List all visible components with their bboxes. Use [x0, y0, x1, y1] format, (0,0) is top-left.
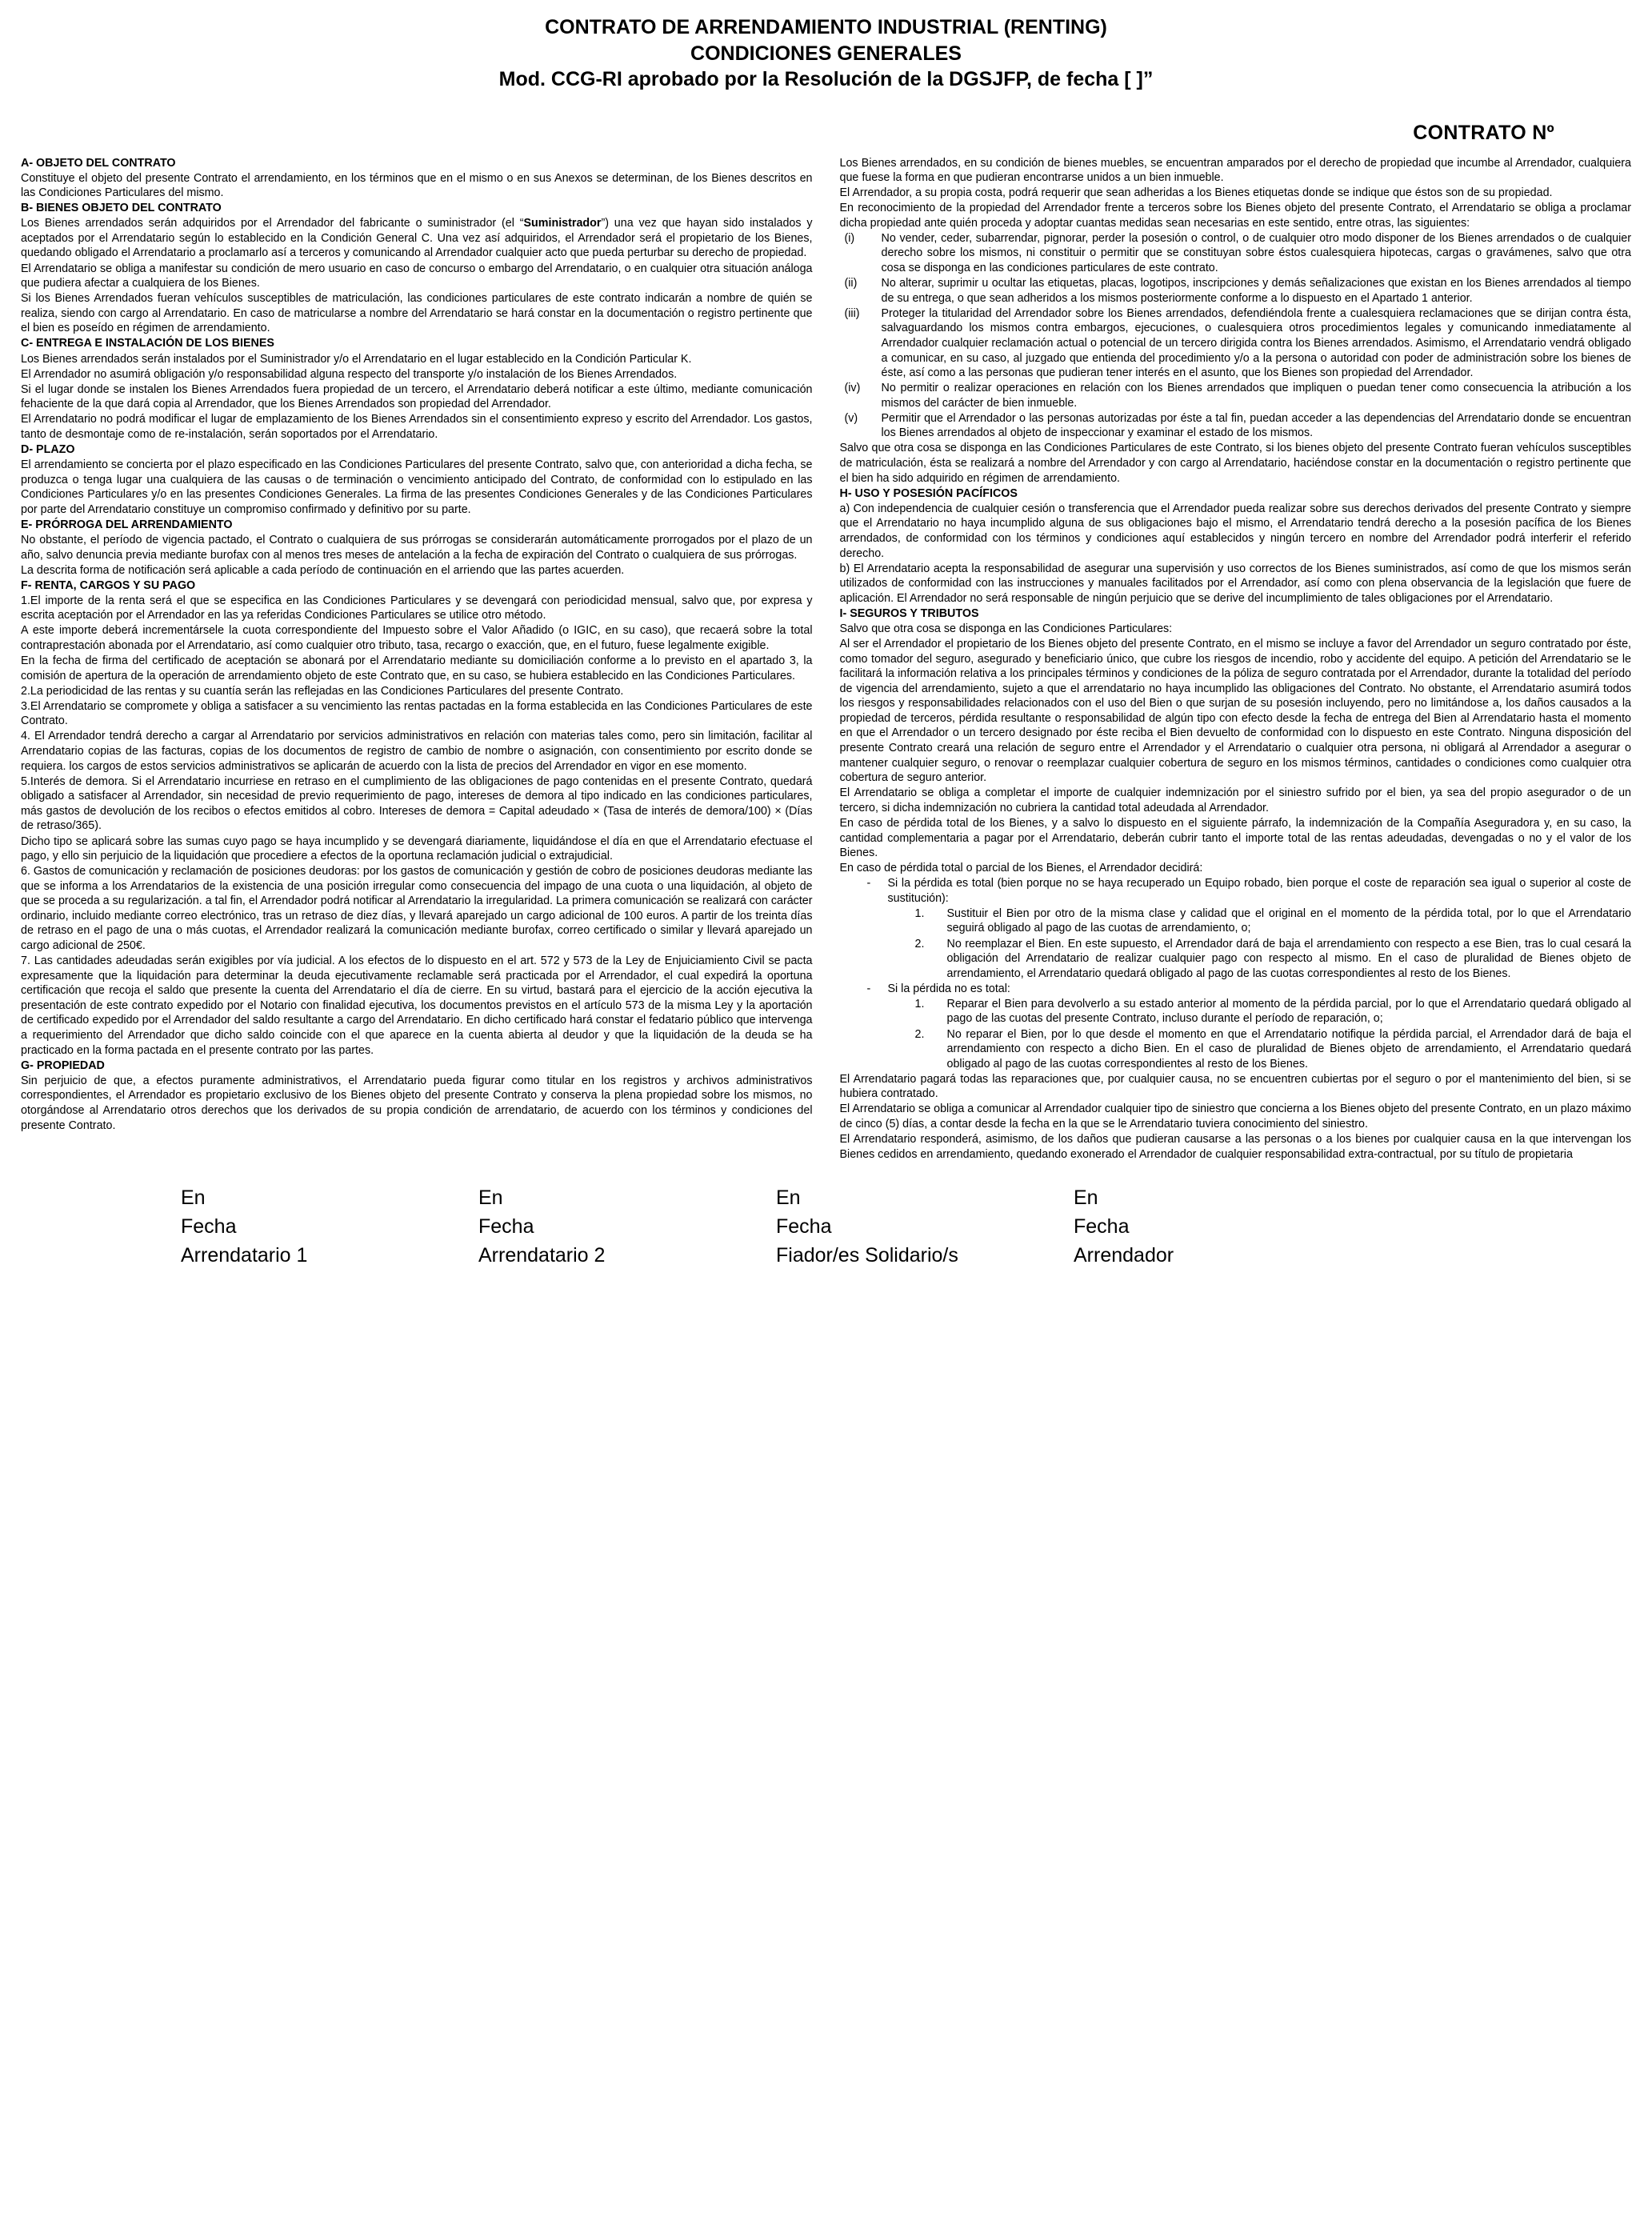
- signature-footer: [21, 1183, 1631, 1271]
- section-f-paragraph-4: 2.La periodicidad de las rentas y su cuantía serán las reflejadas en las Condiciones Particulares del presente Contrato.: [21, 684, 624, 698]
- signature-date-label: Fecha: [478, 1215, 534, 1238]
- section-f-paragraph-2: A este importe deberá incrementársele la cuota correspondiente del Impuesto sobre el Valor Añadido (o IGIC, en su caso), que recaerá sobre la total contraprestación abonada por el Arrendatario, así como cualquier otro tributo, tasa, recargo o exacción, que, en el futuro, fuese legalmente exigible.: [21, 624, 813, 652]
- numbered-marker: 2.: [914, 1027, 925, 1041]
- sublist-marker: -: [866, 982, 871, 995]
- signature-place-label: En: [478, 1186, 503, 1209]
- list-item-text: No alterar, suprimir u ocultar las etiquetas, placas, logotipos, inscripciones y demás señalizaciones que existan en los Bienes arrendados al tiempo de su entrega, o que sean adheridos a los mismos posteriormente conforme a lo dispuesto en el Apartado 1 anterior.: [881, 277, 1631, 305]
- signature-place-label: En: [1074, 1186, 1098, 1209]
- signature-block-guarantors: [776, 1183, 1074, 1271]
- numbered-marker: 2.: [914, 937, 925, 950]
- list-item: [840, 276, 1632, 306]
- signature-role-label: Fiador/es Solidario/s: [776, 1244, 958, 1267]
- section-c-paragraph-2: El Arrendador no asumirá obligación y/o responsabilidad alguna respecto del transporte y/o instalación de los Bienes Arrendados.: [21, 367, 678, 381]
- list-item-text: No vender, ceder, subarrendar, pignorar, perder la posesión o control, o de cualquier otro modo disponer de los Bienes arrendados o de cualquier derecho sobre los mismos, ni constituir o permitir que se constituyan sobre éstos cualesquiera hipotecas, cargas o gravámenes, salvo que otra cosa se disponga en las condiciones particulares de este contrato.: [881, 231, 1631, 275]
- numbered-item: [840, 1027, 1632, 1072]
- sublist-text: Si la pérdida no es total:: [887, 982, 1010, 995]
- section-e-title: E- PRÓRROGA DEL ARRENDAMIENTO: [21, 518, 233, 531]
- header-line-3: Mod. CCG-RI aprobado por la Resolución de la DGSJFP, de fecha [ ]”: [498, 68, 1154, 90]
- section-h-title: H- USO Y POSESIÓN PACÍFICOS: [839, 486, 1018, 500]
- section-b-paragraph-3: Si los Bienes Arrendados fueran vehículos susceptibles de matriculación, las condiciones particulares de este contrato indicarán a nombre de quién se realiza, siendo con cargo al Arrendatario. En caso de matricularse a nombre del Arrendatario se hará constar en la documentación o registro pertinente que el bien es poseído en régimen de arrendamiento.: [21, 292, 813, 335]
- signature-role-label: Arrendador: [1074, 1244, 1174, 1267]
- section-f-paragraph-6: 4. El Arrendador tendrá derecho a cargar al Arrendatario por servicios administrativos en relación con materias tales como, pero sin limitación, facilitar al Arrendatario copias de las facturas, copias de los documentos de registro de cambio de nombre o asignación, con consentimiento por escrito donde se requiera. los cargos de estos servicios administrativos se aplicarán de acuerdo con la lista de precios del Arrendador en vigor en ese momento.: [21, 730, 813, 773]
- right-paragraph-3: En reconocimiento de la propiedad del Arrendador frente a terceros sobre los Bienes objeto del presente Contrato, el Arrendatario se obliga a proclamar dicha propiedad ante quién proceda y adoptar cuantas medidas sean necesarias en este sentido, entre otras, las siguientes:: [839, 202, 1631, 230]
- numbered-text: No reparar el Bien, por lo que desde el momento en que el Arrendatario notifique la pérdida parcial, el Arrendador dará de baja el arrendamiento con respecto a dicho Bien. En el caso de pluralidad de Bienes objeto de arrendamiento, el Arrendatario quedará obligado al pago de las cuotas correspondientes al resto de los Bienes.: [946, 1027, 1631, 1070]
- section-f-paragraph-1: 1.El importe de la renta será el que se especifica en las Condiciones Particulares y se devengará con periodicidad mensual, salvo que, por expresa y escrita aceptación por el Arrendador en las ya referidas Condiciones Particulares se utilice otro método.: [21, 594, 813, 622]
- section-i-title: I- SEGUROS Y TRIBUTOS: [839, 606, 979, 620]
- section-d-title: D- PLAZO: [21, 442, 75, 456]
- signature-date-label: Fecha: [776, 1215, 832, 1238]
- right-paragraph-7: El Arrendatario responderá, asimismo, de los daños que pudieran causarse a las personas o a los bienes por cualquier causa en la que intervengan los Bienes cedidos en arrendamiento, quedando exonerado el Arrendador de cualquier responsabilidad extra-contractual, por su título de propietaria: [839, 1133, 1631, 1161]
- list-item: [840, 381, 1632, 410]
- section-h-paragraph-a: a) Con independencia de cualquier cesión o transferencia que el Arrendador pueda realizar sobre sus derechos derivados del presente Contrato y siempre que el Arrendatario no haya incumplido alguna de sus obligaciones bajo el mismo, el Arrendatario tendrá derecho a la posesión pacífica de los Bienes arrendados, de conformidad con los términos y condiciones aquí establecidos y ningún tercero en nombre del Arrendador podrá interferir el referido derecho.: [839, 502, 1631, 560]
- sublist-marker: -: [866, 877, 871, 890]
- list-item-marker: (iv): [844, 382, 861, 395]
- list-item-text: No permitir o realizar operaciones en relación con los Bienes arrendados que impliquen o puedan tener como consecuencia la atribución a los mismos del carácter de bien inmueble.: [881, 382, 1631, 410]
- sublist-item-total-loss: [840, 876, 1632, 906]
- numbered-marker: 1.: [914, 906, 925, 920]
- header-line-1: CONTRATO DE ARRENDAMIENTO INDUSTRIAL (RENTING): [545, 16, 1107, 38]
- document-header: [21, 14, 1631, 93]
- header-line-2: CONDICIONES GENERALES: [690, 42, 962, 65]
- signature-block-tenant-1: [181, 1183, 478, 1271]
- signature-block-lessor: [1074, 1183, 1371, 1271]
- numbered-item: [840, 906, 1632, 936]
- section-b-paragraph-2: El Arrendatario se obliga a manifestar su condición de mero usuario en caso de concurso o embargo del Arrendatario, o en cualquier otra situación análoga que pudiera afectar a cualquiera de los Bienes.: [21, 262, 813, 290]
- sublist-text: Si la pérdida es total (bien porque no se haya recuperado un Equipo robado, bien porque el coste de reparación sea igual o superior al coste de sustitución):: [887, 877, 1631, 905]
- section-c-title: C- ENTREGA E INSTALACIÓN DE LOS BIENES: [21, 337, 274, 350]
- section-e-paragraph-1: No obstante, el período de vigencia pactado, el Contrato o cualquiera de sus prórrogas se considerarán automáticamente prorrogados por el plazo de un año, salvo denuncia previa mediante burofax con al menos tres meses de antelación a la fecha de expiración del Contrato o cualquiera de sus prórrogas.: [21, 533, 813, 562]
- signature-date-label: Fecha: [1074, 1215, 1130, 1238]
- list-item-text: Proteger la titularidad del Arrendador sobre los Bienes arrendados, defendiéndola frente a cualesquiera reclamaciones que se dirijan contra ésta, salvaguardando los mismos contra embargos, ejecuciones, o cualesquiera otros procedimientos legales y comunicando inmediatamente al Arrendador cualquier reclamación actual o potencial de un tercero dirigida contra los Bienes arrendados. Asimismo, el Arrendatario vendrá obligado a comunicar, en su caso, al juzgado que entienda del procedimiento y/o a la persona o autoridad con poder de administración sobre los bienes de éste, así como a las personas que pudieran tener interés en el asunto, que los Bienes son propiedad del Arrendador.: [881, 306, 1631, 380]
- numbered-text: Reparar el Bien para devolverlo a su estado anterior al momento de la pérdida parcial, por lo que el Arrendatario quedará obligado al pago de las cuotas del presente Contrato, incluso durante el período de reparación, o;: [946, 997, 1631, 1026]
- section-c-paragraph-3: Si el lugar donde se instalen los Bienes Arrendados fuera propiedad de un tercero, el Arrendatario deberá notificar a este último, mediante comunicación fehaciente de la que dará copia al Arrendador, que los Bienes Arrendados son propiedad del Arrendador.: [21, 382, 813, 411]
- right-paragraph-2: El Arrendador, a su propia costa, podrá requerir que sean adheridas a los Bienes etiquetas donde se indique que éstos son de su propiedad.: [839, 186, 1553, 200]
- list-item-marker: (iii): [844, 306, 860, 320]
- section-i-paragraph-4: En caso de pérdida total o parcial de los Bienes, el Arrendador decidirá:: [839, 862, 1203, 875]
- section-d-paragraph-1: El arrendamiento se concierta por el plazo especificado en las Condiciones Particulares del presente Contrato, salvo que, con anterioridad a dicha fecha, se produzca o tenga lugar una cualquiera de las causas o de terminación o vencimiento anticipado del Contrato, de conformidad con lo estipulado en las Condiciones Particulares y/o en las presentes Condiciones Generales. La firma de las presentes Condiciones Generales y de las Condiciones Particulares por parte del Arrendatario constituye un compromiso confirmado y definitivo por su parte.: [21, 458, 813, 516]
- left-column: [21, 156, 813, 1134]
- signature-role-label: Arrendatario 1: [181, 1244, 308, 1267]
- section-a-title: A- OBJETO DEL CONTRATO: [21, 156, 176, 170]
- section-f-paragraph-8: Dicho tipo se aplicará sobre las sumas cuyo pago se haya incumplido y se devengará diariamente, liquidándose el día en que el Arrendatario efectuase el pago, y ello sin perjuicio de la liquidación que procediere a efectos de la oportuna reclamación judicial o extrajudicial.: [21, 834, 813, 863]
- list-item: [840, 306, 1632, 381]
- section-i-paragraph-0: Salvo que otra cosa se disponga en las Condiciones Particulares:: [839, 622, 1173, 635]
- numbered-item: [840, 997, 1632, 1026]
- signature-place-label: En: [776, 1186, 801, 1209]
- section-g-title: G- PROPIEDAD: [21, 1058, 105, 1072]
- list-item-marker: (v): [844, 411, 858, 425]
- section-c-paragraph-1: Los Bienes arrendados serán instalados por el Suministrador y/o el Arrendatario en el lugar establecido en la Condición Particular K.: [21, 352, 692, 366]
- section-f-paragraph-9: 6. Gastos de comunicación y reclamación de posiciones deudoras: por los gastos de comunicación y gestión de cobro de posiciones deudoras mediante las que se informa a los Arrendatarios de la existencia de una posición irregular como consecuencia del impago de una cuota o una liquidación, al objeto de que se proceda a su regularización. a tal fin, el Arrendador podrá notificar al Arrendatario la irregularidad. La primera comunicación se realizará con carácter ordinario, incluido mediante correo electrónico, tras un retraso de diez días, y llevará aparejado un cargo adicional de 100 euros. A partir de los treinta días de retraso en el pago de una o más cuotas, el Arrendador realizará la comunicación mediante burofax, correo certificado o similar y llevará aparejado un cargo adicional de 250€.: [21, 865, 813, 953]
- section-h-paragraph-b: b) El Arrendatario acepta la responsabilidad de asegurar una supervisión y uso correctos de los Bienes suministrados, así como de que los mismos serán utilizados de conformidad con las instrucciones y manuales facilitados por el Arrendador, así como con plena observancia de la legislación que fuere de aplicación. El Arrendador no será responsable de ningún perjuicio que se derive del incumplimiento de tales obligaciones por el Arrendatario.: [839, 562, 1631, 605]
- section-f-paragraph-10: 7. Las cantidades adeudadas serán exigibles por vía judicial. A los efectos de lo dispuesto en el art. 572 y 573 de la Ley de Enjuiciamiento Civil se pacta expresamente que la liquidación para determinar la deuda ejecutivamente reclamable será practicada por el Arrendador, el cual expedirá la oportuna certificación que recoja el saldo que presente la cuenta del Arrendatario el día de cierre. En su virtud, bastará para el ejercicio de la acción ejecutiva la presentación de este contrato expedido por el Notario con finalidad ejecutiva, los documentos previstos en el artículo 573 de la misma Ley y la aportación de certificado expedido por el Arrendador del saldo resultante a cargo del Arrendatario. En dicho certificado hará constar el fedatario público que intervenga a requerimiento del Arrendador que dicho saldo coincide con el que aparece en la cuenta abierta al deudor y que la liquidación de la deuda se ha practicado en la forma pactada en el presente contrato por las partes.: [21, 954, 813, 1057]
- list-item: [840, 231, 1632, 276]
- right-paragraph-1: Los Bienes arrendados, en su condición de bienes muebles, se encuentran amparados por el derecho de propiedad que incumbe al Arrendador, cualquiera que fuese la forma en que pudieran encontrarse unidos a un bien inmueble.: [839, 156, 1631, 185]
- right-paragraph-6: El Arrendatario se obliga a comunicar al Arrendador cualquier tipo de siniestro que concierna a los Bienes objeto del presente Contrato, en un plazo máximo de cinco (5) días, a contar desde la fecha en la que se le Arrendatario tuviera conocimiento del siniestro.: [839, 1102, 1631, 1131]
- section-g-paragraph-1: Sin perjuicio de que, a efectos puramente administrativos, el Arrendatario pueda figurar como titular en los registros y archivos administrativos correspondientes, el Arrendador es propietario exclusivo de los Bienes objeto del presente Contrato y conserva la plena propiedad sobre los mismos, no otorgándose al Arrendatario otros derechos que los derivados de su propia condición de arrendatario, de acuerdo con los términos y condiciones del presente Contrato.: [21, 1074, 813, 1132]
- sublist-item-partial-loss: [840, 982, 1632, 997]
- section-b-paragraph-1: [21, 216, 813, 261]
- section-f-paragraph-3: En la fecha de firma del certificado de aceptación se abonará por el Arrendatario mediante su domiciliación conforme a lo previsto en el apartado 3, la comisión de apertura de la operación de arrendamiento objeto de este Contrato que, en su caso, se hubiera establecido en las Condiciones Particulares.: [21, 654, 813, 682]
- right-paragraph-4: Salvo que otra cosa se disponga en las Condiciones Particulares de este Contrato, si los bienes objeto del presente Contrato fueran vehículos susceptibles de matriculación, ésta se realizará a nombre del Arrendador y con cargo al Arrendatario, haciéndose constar en la documentación o registro pertinente que el bien ha sido adquirido en régimen de arrendamiento.: [839, 442, 1631, 485]
- section-c-paragraph-4: El Arrendatario no podrá modificar el lugar de emplazamiento de los Bienes Arrendados sin el consentimiento expreso y escrito del Arrendador. Los gastos, tanto de desmontaje como de re-instalación, serán soportados por el Arrendatario.: [21, 413, 813, 441]
- section-f-title: F- RENTA, CARGOS Y SU PAGO: [21, 578, 196, 592]
- contract-number-label: CONTRATO Nº: [1413, 121, 1554, 144]
- right-column: [840, 156, 1632, 1163]
- list-item-text: Permitir que el Arrendador o las personas autorizadas por éste a tal fin, puedan acceder a las dependencias del Arrendatario donde se encuentran los Bienes arrendados al objeto de inspeccionar y examinar el estado de los mismos.: [881, 411, 1631, 440]
- numbered-text: Sustituir el Bien por otro de la misma clase y calidad que el original en el momento de la pérdida total, por lo que el Arrendatario seguirá obligado al pago de las cuotas de arrendamiento, o;: [946, 906, 1631, 935]
- numbered-item: [840, 937, 1632, 982]
- signature-block-tenant-2: [478, 1183, 776, 1271]
- signature-role-label: Arrendatario 2: [478, 1244, 606, 1267]
- section-b-text-c: ”) una vez que hayan sido instalados y aceptados por el Arrendatario según lo establecido en la Condición General C. Una vez así adquiridos, el Arrendador será el propietario de los Bienes, quedando obligado el Arrendatario a proclamarlo así a terceros y comunicando al Arrendador cualquier acto que pueda perturbar su derecho de propiedad.: [21, 217, 813, 260]
- signature-date-label: Fecha: [181, 1215, 237, 1238]
- list-item-marker: (i): [844, 231, 855, 245]
- section-i-paragraph-3: En caso de pérdida total de los Bienes, y a salvo lo dispuesto en el siguiente párrafo, la indemnización de la Compañía Aseguradora y, en su caso, la cantidad complementaria a pagar por el Arrendatario, deberán cubrir tanto el importe total de las rentas adeudadas, devengadas o no y el valor de los Bienes.: [839, 816, 1631, 860]
- section-f-paragraph-5: 3.El Arrendatario se compromete y obliga a satisfacer a su vencimiento las rentas pactadas en la forma establecida en las Condiciones Particulares de este Contrato.: [21, 699, 813, 728]
- section-i-paragraph-2: El Arrendatario se obliga a completar el importe de cualquier indemnización por el siniestro sufrido por el bien, ya sea del propio asegurador o de un tercero, si dicha indemnización no cubriera la cantidad total adeudada al Arrendador.: [839, 786, 1631, 814]
- section-b-text-supplier: Suministrador: [523, 217, 602, 230]
- section-b-text-a: Los Bienes arrendados serán adquiridos por el Arrendador del fabricante o suministrador (el “: [21, 217, 524, 230]
- numbered-text: No reemplazar el Bien. En este supuesto, el Arrendador dará de baja el arrendamiento con respecto a ese Bien, tras lo cual cesará la obligación del Arrendatario de realizar cualquier pago con respecto al mismo. En el caso de pluralidad de Bienes objeto de arrendamiento, el Arrendatario quedará obligado al pago de las cuotas correspondientes al resto de los Bienes.: [946, 937, 1631, 980]
- right-paragraph-5: El Arrendatario pagará todas las reparaciones que, por cualquier causa, no se encuentren cubiertas por el seguro o por el mantenimiento del bien, si se hubiera contratado.: [839, 1072, 1631, 1101]
- section-b-title: B- BIENES OBJETO DEL CONTRATO: [21, 202, 222, 215]
- numbered-marker: 1.: [914, 997, 925, 1010]
- signature-place-label: En: [181, 1186, 206, 1209]
- list-item: [840, 411, 1632, 441]
- section-i-paragraph-1: Al ser el Arrendador el propietario de los Bienes objeto del presente Contrato, en el mismo se incluye a favor del Arrendador un seguro contratado por éste, como tomador del seguro, asegurado y beneficiario único, que cubre los riesgos de incendio, robo y accidente del equipo. A petición del Arrendatario se le facilitará la información relativa a los principales términos y condiciones de la póliza de seguro contratada por el Arrendador, durante la totalidad del período de vigencia del arrendamiento, sujeto a que el arrendatario no haya incumplido las obligaciones del Contrato. No obstante, el Arrendatario asumirá todos los riesgos y responsabilidades relacionados con el uso del Bien o que surjan de su posesión incluyendo, pero no limitándose a, los daños causados a la propiedad de terceros, pérdida resultante o responsabilidad de algún tipo con efecto desde la fecha de entrega del Bien al Arrendatario hasta el momento en que el Arrendador o un tercero designado por éste reciba el Bien devuelto de conformidad con lo dispuesto en este Contrato. Ninguna disposición del presente Contrato creará una relación de seguro entre el Arrendador y el Arrendatario o cualquier otra persona, ni obligará al Arrendador a asegurar o mantener cualquier seguro, o renovar o reemplazar cualquier cobertura de seguro en los mismos términos, cantidades o condiciones como cualquier otra cobertura de seguro anterior.: [839, 638, 1631, 785]
- section-f-paragraph-7: 5.Interés de demora. Si el Arrendatario incurriese en retraso en el cumplimiento de las obligaciones de pago contenidas en el presente Contrato, quedará obligado a satisfacer al Arrendador, sin necesidad de previo requerimiento de pago, intereses de demora al tipo indicado en las condiciones particulares, más gastos de devolución de los recibos o efectos emitidos al cobro. Intereses de demora = Capital adeudado × (Tasa de interés de demora/100) × (Días de retraso/365).: [21, 774, 813, 833]
- two-column-body: [21, 156, 1631, 1163]
- list-item-marker: (ii): [844, 277, 858, 290]
- section-a-paragraph-1: Constituye el objeto del presente Contrato el arrendamiento, en los términos que en el mismo o en sus Anexos se determinan, de los Bienes descritos en las Condiciones Particulares del mismo.: [21, 171, 813, 200]
- section-e-paragraph-2: La descrita forma de notificación será aplicable a cada período de continuación en el arriendo que las partes acuerden.: [21, 563, 625, 577]
